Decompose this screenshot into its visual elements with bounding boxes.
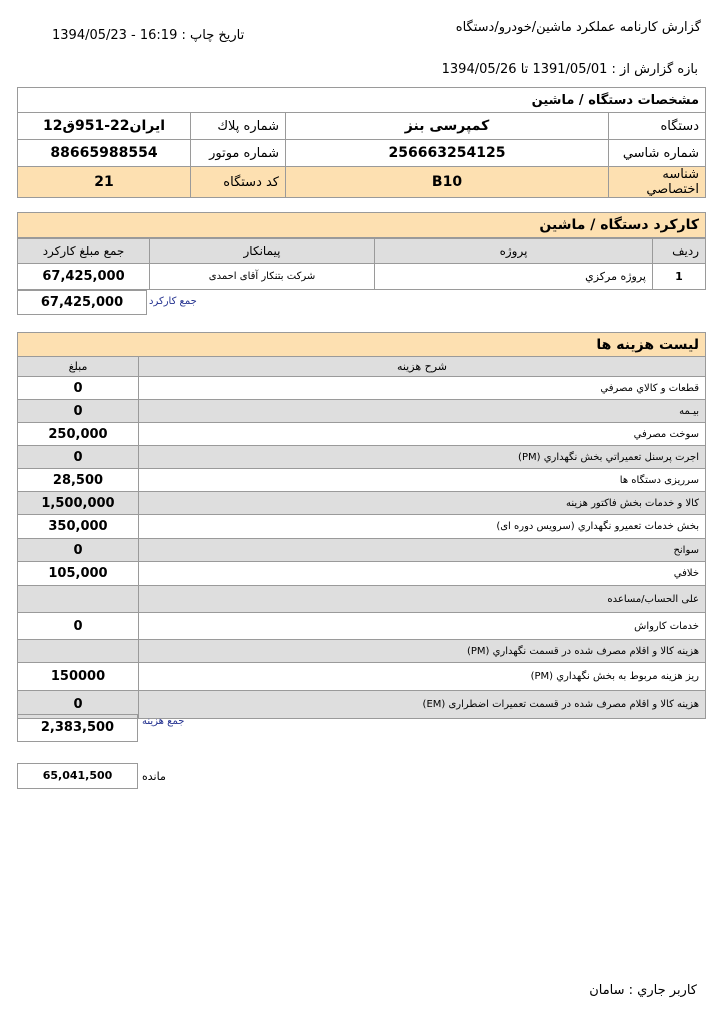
table-row: [18, 423, 706, 446]
spec-value: كمپرسی بنز: [286, 113, 609, 140]
col-row: رديف: [653, 239, 706, 264]
cost-sum-value: 2,383,500: [17, 714, 138, 742]
table-row: [18, 562, 706, 586]
cost-desc: خدمات كارواش: [139, 613, 706, 640]
work-amount: 67,425,000: [18, 264, 150, 290]
table-row: [18, 539, 706, 562]
current-user: [589, 983, 697, 998]
period-from: 1391/05/01: [532, 62, 608, 77]
cost-desc: كالا و خدمات بخش فاكتور هزينه: [139, 492, 706, 515]
table-row: [18, 400, 706, 423]
work-title: كاركرد دستگاه / ماشين: [17, 212, 706, 238]
table-row: [18, 515, 706, 539]
table-row: [18, 264, 706, 290]
spec-value: 21: [18, 167, 191, 198]
cost-desc: بيـمه: [139, 400, 706, 423]
remain-label: مانده: [142, 770, 166, 783]
cost-desc: خلافي: [139, 562, 706, 586]
spec-value: B10: [286, 167, 609, 198]
table-row: [18, 469, 706, 492]
cost-amount: 28,500: [18, 469, 139, 492]
cost-desc: علی الحساب/مساعده: [139, 586, 706, 613]
cost-desc: بخش خدمات تعميرو نگهداري (سرويس دوره ای): [139, 515, 706, 539]
report-period: [442, 62, 698, 77]
col-amount: مبلغ: [18, 357, 139, 377]
spec-row: [18, 167, 706, 198]
cost-amount: 0: [18, 539, 139, 562]
cost-amount: 1,500,000: [18, 492, 139, 515]
cost-sum-label: جمع هزينه: [142, 716, 185, 727]
cost-amount: 0: [18, 691, 139, 719]
spec-label: شماره پلاك: [191, 113, 286, 140]
print-date-value: 1394/05/23 - 16:19: [52, 28, 178, 43]
col-contractor: پيمانكار: [150, 239, 375, 264]
period-to-word: تا: [520, 62, 529, 77]
cost-header-row: [18, 357, 706, 377]
cost-amount: 150000: [18, 663, 139, 691]
cost-amount: 0: [18, 613, 139, 640]
remain-value: 65,041,500: [17, 763, 138, 789]
cost-table: [17, 356, 706, 719]
spec-label: شماره موتور: [191, 140, 286, 167]
table-row: [18, 613, 706, 640]
spec-title: مشخصات دستگاه / ماشين: [18, 88, 706, 113]
spec-label: كد دستگاه: [191, 167, 286, 198]
cost-amount: 0: [18, 446, 139, 469]
cost-desc: اجرت پرسنل تعميراتي بخش نگهداري (PM): [139, 446, 706, 469]
cost-amount: [18, 586, 139, 613]
cost-desc: سرريزی دستگاه ها: [139, 469, 706, 492]
spec-value: 88665988554: [18, 140, 191, 167]
spec-label: شماره شاسي: [609, 140, 706, 167]
cost-amount: [18, 640, 139, 663]
row-number: 1: [653, 264, 706, 290]
project-name: پروژه مركزي: [375, 264, 653, 290]
cost-desc: سوانح: [139, 539, 706, 562]
work-sum-label: جمع كاركرد: [149, 296, 197, 307]
table-row: [18, 446, 706, 469]
cost-amount: 0: [18, 377, 139, 400]
table-row: [18, 586, 706, 613]
contractor-name: شركت بتنكار آقای احمدی: [150, 264, 375, 290]
work-header-row: [18, 239, 706, 264]
table-row: [18, 492, 706, 515]
cost-desc: هزينه كالا و اقلام مصرف شده در قسمت تعميرات اضطراری (EM): [139, 691, 706, 719]
col-project: پروژه: [375, 239, 653, 264]
cost-amount: 250,000: [18, 423, 139, 446]
table-row: [18, 640, 706, 663]
cost-amount: 105,000: [18, 562, 139, 586]
spec-row: [18, 113, 706, 140]
work-sum-value: 67,425,000: [17, 290, 147, 315]
col-total: جمع مبلغ كاركرد: [18, 239, 150, 264]
cost-desc: قطعات و كالاي مصرفي: [139, 377, 706, 400]
report-title: گزارش كارنامه عملكرد ماشين/خودرو/دستگاه: [455, 20, 701, 35]
cost-amount: 0: [18, 400, 139, 423]
print-date: [52, 28, 244, 43]
work-table: [17, 238, 706, 290]
col-desc: شرح هزينه: [139, 357, 706, 377]
cost-desc: ريز هزينه مربوط به بخش نگهداري (PM): [139, 663, 706, 691]
cost-desc: هزينه كالا و اقلام مصرف شده در قسمت نگهداري (PM): [139, 640, 706, 663]
current-user-name: سامان: [589, 983, 625, 998]
current-user-label: كاربر جاري :: [628, 983, 697, 998]
cost-amount: 350,000: [18, 515, 139, 539]
table-row: [18, 377, 706, 400]
spec-value: ايران22-951ق12: [18, 113, 191, 140]
cost-title: ليست هزينه ها: [17, 332, 706, 358]
period-label: بازه گزارش از :: [611, 62, 698, 77]
table-row: [18, 663, 706, 691]
spec-value: 256663254125: [286, 140, 609, 167]
cost-desc: سوخت مصرفي: [139, 423, 706, 446]
spec-table: [17, 87, 706, 198]
period-to: 1394/05/26: [441, 62, 517, 77]
spec-label: دستگاه: [609, 113, 706, 140]
spec-label: شناسه اختصاصي: [609, 167, 706, 198]
print-date-label: تاريخ چاپ :: [181, 28, 245, 43]
spec-row: [18, 140, 706, 167]
